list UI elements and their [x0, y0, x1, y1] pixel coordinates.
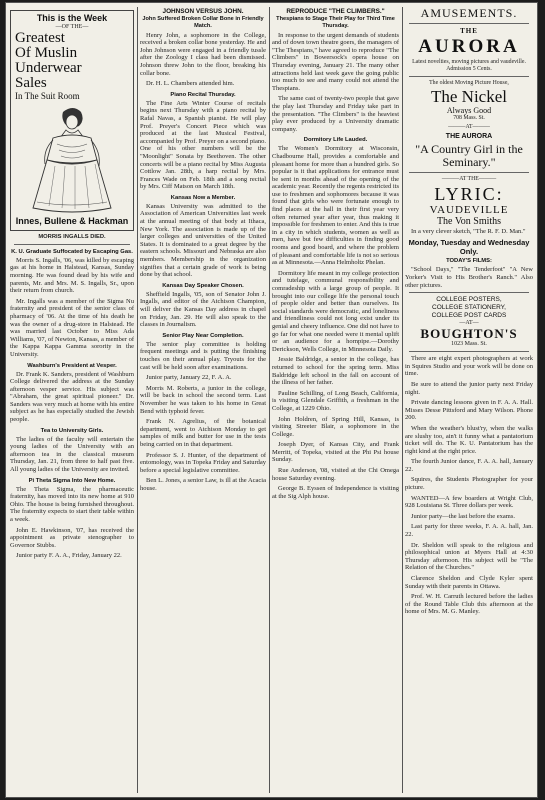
divider	[409, 172, 529, 173]
article-text: Dr. Sheldon will speak to the religious and philosophical union at Myers Hall at 4:30 Thursday afternoon. His subject will be "The Relation of the Churches."	[405, 541, 533, 572]
article-text: Squires, the Students Photographer for your picture.	[405, 476, 533, 492]
article-text: Morris S. Ingalls, '06, was killed by escaping gas at his home in Halstead, Kansas, Sunday morning. He was found dead by his wife and parents, Mr. and Mrs. M. S. Ingalls, Sr., upon their return from church.	[10, 256, 134, 295]
article-text: The Women's Dormitory at Wisconsin, Chadbourne Hall, provides a comfortable and pleasant home for more than a hundred girls. So popular is it that applications for entrance must be sent in months ahead of the opening of the academic year. Recently the regents restricted its use to freshmen and sophomores because it was found that girls who were fortunate enough to find places at the hall in their first year very often returned year after year, thus making it impossible for freshmen to enter. And this is true in a city in which students, women as well as men, have but few difficulties in finding good rooms and good board, and where the problem of pleasant and comfortable life is not so serious as at Minnesota.—Anna Helmholtz Phelan.	[272, 145, 399, 267]
obituary-caption: MORRIS INGALLS DIED.	[38, 234, 106, 240]
article-text: Henry John, a sophomore in the College, received a broken collar bone yesterday. He and John Johnson were engaged in a friendly tussle after the Zoology I class had been dismissed. Johnson threw John to the floor, breaking his collar bone.	[140, 31, 266, 77]
headline-climbers: REPRODUCE "THE CLIMBERS."	[286, 8, 385, 15]
article-text: Be sure to attend the junior party next Friday night.	[405, 380, 533, 396]
column-3	[272, 7, 399, 793]
column-1	[10, 7, 134, 793]
column-rule	[137, 7, 138, 793]
headline-kansas-member: Kansas Now a Member.	[170, 194, 236, 201]
divider	[409, 76, 529, 77]
boughton-posters: COLLEGE POSTERS,	[436, 296, 502, 304]
nickel-address: 708 Mass. St.	[453, 115, 485, 122]
article-text: In response to the urgent demands of students and of down town theatre goers, the managers of "The Thespians," have agreed to reproduce "The Climbers" in Bowersock's opera house on Thursday evening, January 21. The many other attractions held last week gave the going public too much to see and many could not attend the Thespians.	[272, 31, 399, 92]
nickel-intro: The oldest Moving Picture House,	[429, 79, 509, 86]
article-text: The Fine Arts Winter Course of recitals begins next Thursday with a piano recital by Rafal Navas, a Spanish pianist. He will play Prof. Preyer's Concert Piece which was produced at the last Musical Festival, accompanied by Prof. Preyer on a second piano. One of his other numbers will be the "Moonlight" Sonata by Beethoven. The other concerts will be a piano recital by Miss Augusta Cottlow Jan. 28th, a harp recital by Mrs. Frances Wade on Feb. 18th and a song recital by Mrs. Ciff Matson on March 18th.	[140, 99, 266, 191]
article-text: Kansas University was admitted to the Association of American Universities last week at the annual meeting of that body at Ithaca, New York. The association is made up of the larger colleges and universities of the United States. It is dominated to a great degree by the eastern schools. Missouri and Nebraska are also members. Membership in the organization signifies that a certain grade of work is being done by that school.	[140, 202, 266, 279]
divider	[409, 23, 529, 24]
boughton-ad	[405, 296, 533, 348]
headline-ingalls: K. U. Graduate Suffocated by Escaping Gas.	[11, 248, 133, 255]
ad-firm-name: Innes, Bullene & Hackman	[15, 216, 129, 226]
headline-dormitory: Dormitory Life Lauded.	[303, 137, 368, 144]
boughton-at: —AT—	[459, 320, 479, 327]
headline-senior-play: Senior Play Near Completion.	[162, 332, 244, 339]
subhead-johnson: John Suffered Broken Collar Bone in Friendly Match.	[142, 16, 264, 29]
article-text: The Theta Sigma, the pharmaceutic fraternity, has moved into its new home at 910 Ohio. The house is being furnished throughout. The fraternity expects to start their table within a week.	[10, 485, 134, 524]
headline-kansas-day: Kansas Day Speaker Chosen.	[162, 282, 244, 289]
article-text: Pauline Schilling, of Long Beach, California, is visiting Glendale Griffith, a freshman in the College, at 1229 Ohio.	[272, 389, 399, 412]
lady-illustration	[15, 104, 129, 214]
article-text: Morris M. Roberts, a junior in the college, will be back in school the second term. Last November he was taken to his home in Great Bend with typhoid fever.	[140, 384, 266, 415]
article-text: John Holdren, of Spring Hill, Kansas, is visiting Streeter Blair, a sophomore in the College.	[272, 415, 399, 438]
ad-greatest: Greatest	[15, 30, 65, 46]
boughton-address: 1023 Mass. St.	[451, 341, 487, 348]
article-text: WANTED—A few boarders at Wright Club, 928 Louisiana St. Three dollars per week.	[405, 494, 533, 510]
article-text: The same cast of twenty-two people that gave the play last Thursday and Friday take part in the presentation. "The Climbers" is the heaviest play ever produced by a University dramatic company.	[272, 95, 399, 133]
article-text: Dormitory life meant in my college protection and tutelage, communal responsibility and comradeship with a large group of people. It brought into our college life the personal touch of people older and better than ourselves. Its social standards were democratic, and loneliness and friendliness could not long exist under its genial and cheery influence. One did not have to go far for what one needed were it mental uplift or an audience for a hornpipe.—Dorothy Derickson, Wells College, in Minnesota Daily.	[272, 269, 399, 353]
article-text: Prof. W. H. Carruth lectured before the ladies of the Round Table Club this afternoon at the home of Mrs. M. G. Manley.	[405, 593, 533, 616]
article-text: Private dancing lessons given in F. A. A. Hall. Misses Desse Pittsford and Mary Wilson. Phone 200.	[405, 399, 533, 422]
country-girl-title: "A Country Girl in the Seminary."	[415, 141, 523, 169]
ad-sales: Sales	[15, 75, 47, 91]
article-text: Frank N. Agrelius, of the botanical department, went to Atchison Monday to get samples of milk and butter for use in the tests being carried on in that department.	[140, 418, 266, 448]
boughton-name: BOUGHTON'S	[420, 326, 518, 342]
article-text: The ladies of the faculty will entertain the young ladies of the University with an afternoon tea in the classical museum Thursday, Jan. 21, from three to half past five. All young ladies of the University are invited.	[10, 435, 134, 474]
ad-suit-room: In The Suit Room	[15, 91, 80, 101]
aurora-the: THE	[460, 27, 478, 35]
aurora-title: AURORA	[418, 36, 520, 57]
headline-piano: Piano Recital Thursday.	[170, 91, 236, 98]
article-text: Last party for three weeks, F. A. A. hall, Jan. 22.	[405, 523, 533, 539]
divider	[409, 351, 529, 352]
aurora-subtext: Latest novelties, moving pictures and vaudeville. Admission 5 Cents.	[412, 59, 526, 72]
amusements-masthead: AMUSEMENTS.	[420, 7, 518, 20]
article-text: The senior play committee is holding frequent meetings and is putting the finishing touches on their annual play. Tryouts for the cast will be held soon after examinations.	[140, 340, 266, 371]
at-the-line: ———AT THE———	[441, 175, 497, 182]
divider	[409, 292, 529, 293]
article-text: John E. Hawkinson, '07, has received the appointment as private stenographer to Governor Stubbs.	[10, 526, 134, 549]
vaudeville-title: VAUDEVILLE	[429, 203, 509, 216]
lyric-title: LYRIC:	[434, 183, 504, 204]
newspaper-page	[6, 3, 537, 797]
article-text: Dr. Frank K. Sanders, president of Washburn College delivered the address at the Sunday afternoon vesper service. His subject was "Abraham, the great spiritual pioneer." Dr. Sanders was very much at home with his entire subject as he has especially studied the Jewish people.	[10, 370, 134, 424]
article-text: Ben L. Jones, a senior Law, is ill at the Acacia house.	[140, 477, 266, 492]
ad-muslin: Of Muslin	[15, 45, 78, 61]
nickel-title: The Nickel	[431, 87, 507, 107]
ad-title-week: This is the Week	[36, 13, 108, 23]
article-text: Junior party, January 22, F. A. A.	[146, 374, 232, 382]
headline-tea: Tea to University Girls.	[40, 427, 104, 434]
headline-johnson: JOHNSON VERSUS JOHN.	[162, 8, 244, 15]
article-text: Jessie Baldridge, a senior in the college, has returned to school for the spring term. Miss Baldridge left school in the fall on account of the illness of her father.	[272, 356, 399, 387]
article-text: In a very clever sketch, "The R. F. D. Man."	[411, 227, 526, 235]
column-rule	[269, 7, 270, 793]
days-heading: Monday, Tuesday and Wednesday Only.	[408, 238, 530, 257]
article-text: Dr. H. L. Chambers attended him.	[146, 80, 235, 88]
article-text: Mr. Ingalls was a member of the Sigma Nu fraternity and president of the senior class of pharmacy of '06. At the time of his death he was the owner of a drug-store in Halstead. He was married last October to Miss Ada Williams, '07, of Newton, Kansas, a member of the Kappa Kappa Gamma sorority in the University.	[10, 297, 134, 358]
films-heading: TODAY'S FILMS:	[446, 258, 492, 265]
aurora-small-title: THE AURORA	[445, 132, 493, 140]
column-4	[405, 7, 533, 793]
ad-underwear: Underwear	[15, 60, 82, 76]
subhead-climbers: Thespians to Stage Their Play for Third Time Thursday.	[276, 16, 395, 29]
article-text: Junior party F. A. A., Friday, January 22.	[16, 552, 122, 560]
boughton-postcards: COLLEGE POST CARDS	[431, 312, 507, 320]
article-text: Rue Anderson, '08, visited at the Chi Omega house Saturday evening.	[272, 467, 399, 482]
article-text: When the weather's blust'ry, when the walks are slushy too, ain't it funny what a pantatorium ticket will do. The K. U. Pantatorium has the right kind at the right price.	[405, 424, 533, 455]
article-text: "School Days," "The Tenderfoot" "A New Yorker's Visit to His Brother's Ranch." Also other pictures.	[405, 266, 533, 289]
column-2	[140, 7, 266, 793]
article-text: There are eight expert photographers at work in Squires Studio and your work will be done on time.	[405, 355, 533, 378]
article-text: Clarence Sheldon and Clyde Kyler spent Sunday with their parents in Ottawa.	[405, 575, 533, 590]
at-line: ———AT———	[448, 124, 490, 131]
nickel-always-good: Always Good	[446, 106, 492, 116]
article-text: The fourth Junior dance, F. A. A. hall, January 22.	[405, 458, 533, 473]
article-text: Sheffield Ingalls, '05, son of Senator John J. Ingalls, and editor of the Atchison Champion, will deliver the Kansas Day address in chapel on Friday, Jan. 29. He will also speak to the classes in Journalism.	[140, 290, 266, 329]
column-rule	[402, 7, 403, 793]
headline-pi-theta: Pi Theta Sigma Into New Home.	[28, 477, 116, 484]
article-text: George B. Eyssen of Independence is visiting at the Sig Alph house.	[272, 485, 399, 500]
headline-washburn: Washburn's President at Vesper.	[27, 362, 117, 369]
von-smiths-title: The Von Smiths	[436, 215, 502, 227]
ad-of-the: —OF THE—	[55, 24, 89, 30]
article-text: Junior party—the last before the exams.	[411, 512, 515, 520]
muslin-sale-ad	[10, 10, 134, 231]
article-text: Joseph Dyer, of Kansas City, and Frank Merritt, of Topeka, visited at the Phi Psi house Sunday.	[272, 441, 399, 464]
article-text: Professor S. J. Hunter, of the department of entomology, was in Topeka Friday and Saturday before a special legislative committee.	[140, 451, 266, 474]
boughton-stationery: COLLEGE STATIONERY,	[432, 304, 506, 312]
divider	[14, 244, 130, 245]
